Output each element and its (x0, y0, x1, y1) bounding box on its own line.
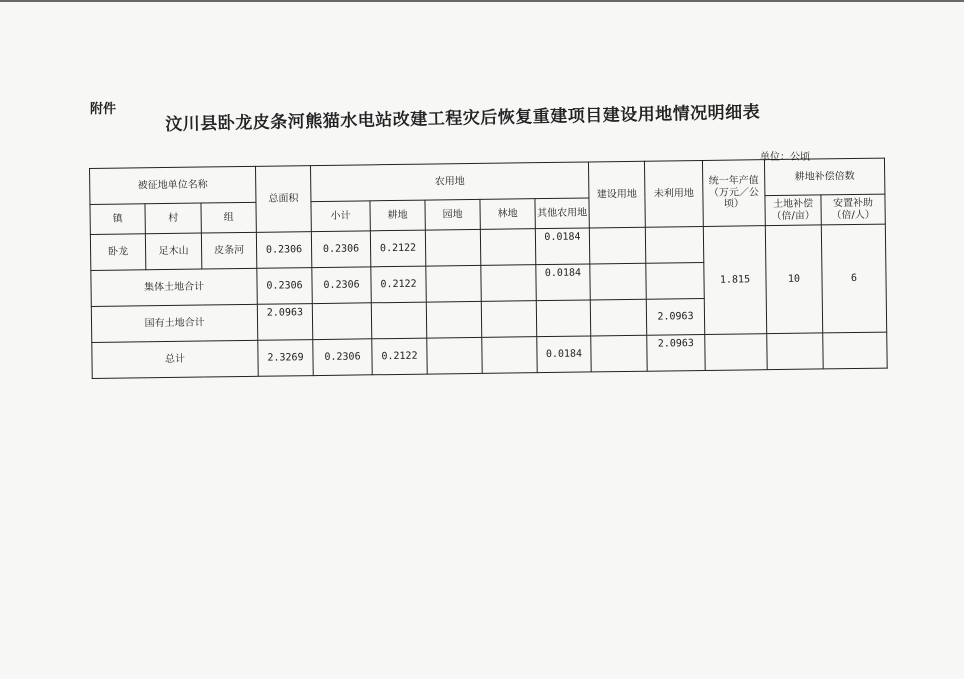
cell-forest (480, 229, 535, 266)
cell-unused (645, 226, 703, 263)
cell-village: 足木山 (145, 233, 201, 270)
cell-resettle: 6 (821, 224, 886, 333)
cell-unused: 2.0963 (647, 334, 705, 371)
cell-other-agri: 0.0184 (536, 264, 590, 301)
cell-garden (426, 265, 481, 302)
cell-construction (591, 335, 647, 372)
cell-subtotal: 0.2306 (312, 267, 371, 304)
header-construction: 建设用地 (588, 161, 645, 228)
cell-resettle-empty (823, 332, 887, 369)
header-town: 镇 (90, 204, 145, 235)
cell-unused: 2.0963 (646, 298, 704, 335)
cell-annual-output-empty (705, 334, 767, 371)
header-subtotal: 小计 (311, 201, 370, 232)
cell-town: 卧龙 (90, 234, 145, 271)
cell-unused (646, 262, 704, 299)
header-cultivated: 耕地 (370, 200, 425, 231)
cell-other-agri: 0.0184 (537, 336, 591, 373)
header-village: 村 (145, 203, 201, 234)
cell-construction (589, 227, 645, 264)
header-other-agri: 其他农用地 (535, 198, 589, 229)
cell-other-agri: 0.0184 (535, 228, 589, 265)
cell-subtotal: 0.2306 (311, 231, 370, 268)
cell-total: 0.2306 (256, 232, 311, 269)
header-agricultural: 农用地 (310, 162, 588, 202)
cell-total: 0.2306 (257, 268, 312, 305)
attachment-label: 附件 (90, 102, 117, 117)
cell-garden (427, 337, 482, 374)
cell-other-agri (536, 300, 590, 337)
cell-annual-output: 1.815 (703, 226, 766, 335)
unit-label: 单位：公顷 (760, 152, 810, 163)
cell-collective-label: 集体土地合计 (91, 268, 257, 306)
cell-total: 2.0963 (257, 304, 312, 341)
cell-subtotal (312, 303, 371, 340)
cell-garden (425, 229, 480, 266)
cell-cultivated: 0.2122 (372, 338, 427, 375)
header-total-area: 总面积 (255, 166, 311, 233)
header-forest: 林地 (480, 199, 535, 230)
cell-cultivated (371, 302, 426, 339)
cell-forest (481, 265, 536, 302)
cell-forest (481, 301, 536, 338)
cell-construction (590, 263, 646, 300)
header-annual-output: 统一年产值（万元／公顷） (702, 160, 765, 227)
document-title: 汶川县卧龙皮条河熊猫水电站改建工程灾后恢复重建项目建设用地情况明细表 (165, 102, 761, 135)
cell-cultivated: 0.2122 (371, 266, 426, 303)
cell-construction (590, 299, 646, 336)
cell-forest (482, 337, 537, 374)
cell-subtotal: 0.2306 (313, 339, 372, 376)
cell-land-comp: 10 (765, 225, 822, 334)
cell-total: 2.3269 (258, 340, 313, 377)
land-use-table (89, 158, 888, 379)
header-unit-name: 被征地单位名称 (90, 166, 256, 204)
header-group: 组 (201, 202, 256, 233)
land-use-table-wrapper (89, 158, 888, 379)
header-compensation: 耕地补偿倍数 (764, 158, 884, 196)
cell-group: 皮条河 (201, 232, 256, 269)
header-unused: 未利用地 (644, 160, 703, 227)
cell-state-label: 国有土地合计 (91, 304, 257, 342)
cell-cultivated: 0.2122 (370, 230, 425, 267)
header-garden: 园地 (425, 199, 480, 230)
cell-grand-label: 总计 (92, 340, 258, 378)
cell-land-comp-empty (767, 333, 823, 370)
cell-garden (426, 301, 481, 338)
header-resettle: 安置补助（倍/人） (821, 194, 885, 225)
header-land-comp: 土地补偿（倍/亩） (765, 195, 821, 226)
